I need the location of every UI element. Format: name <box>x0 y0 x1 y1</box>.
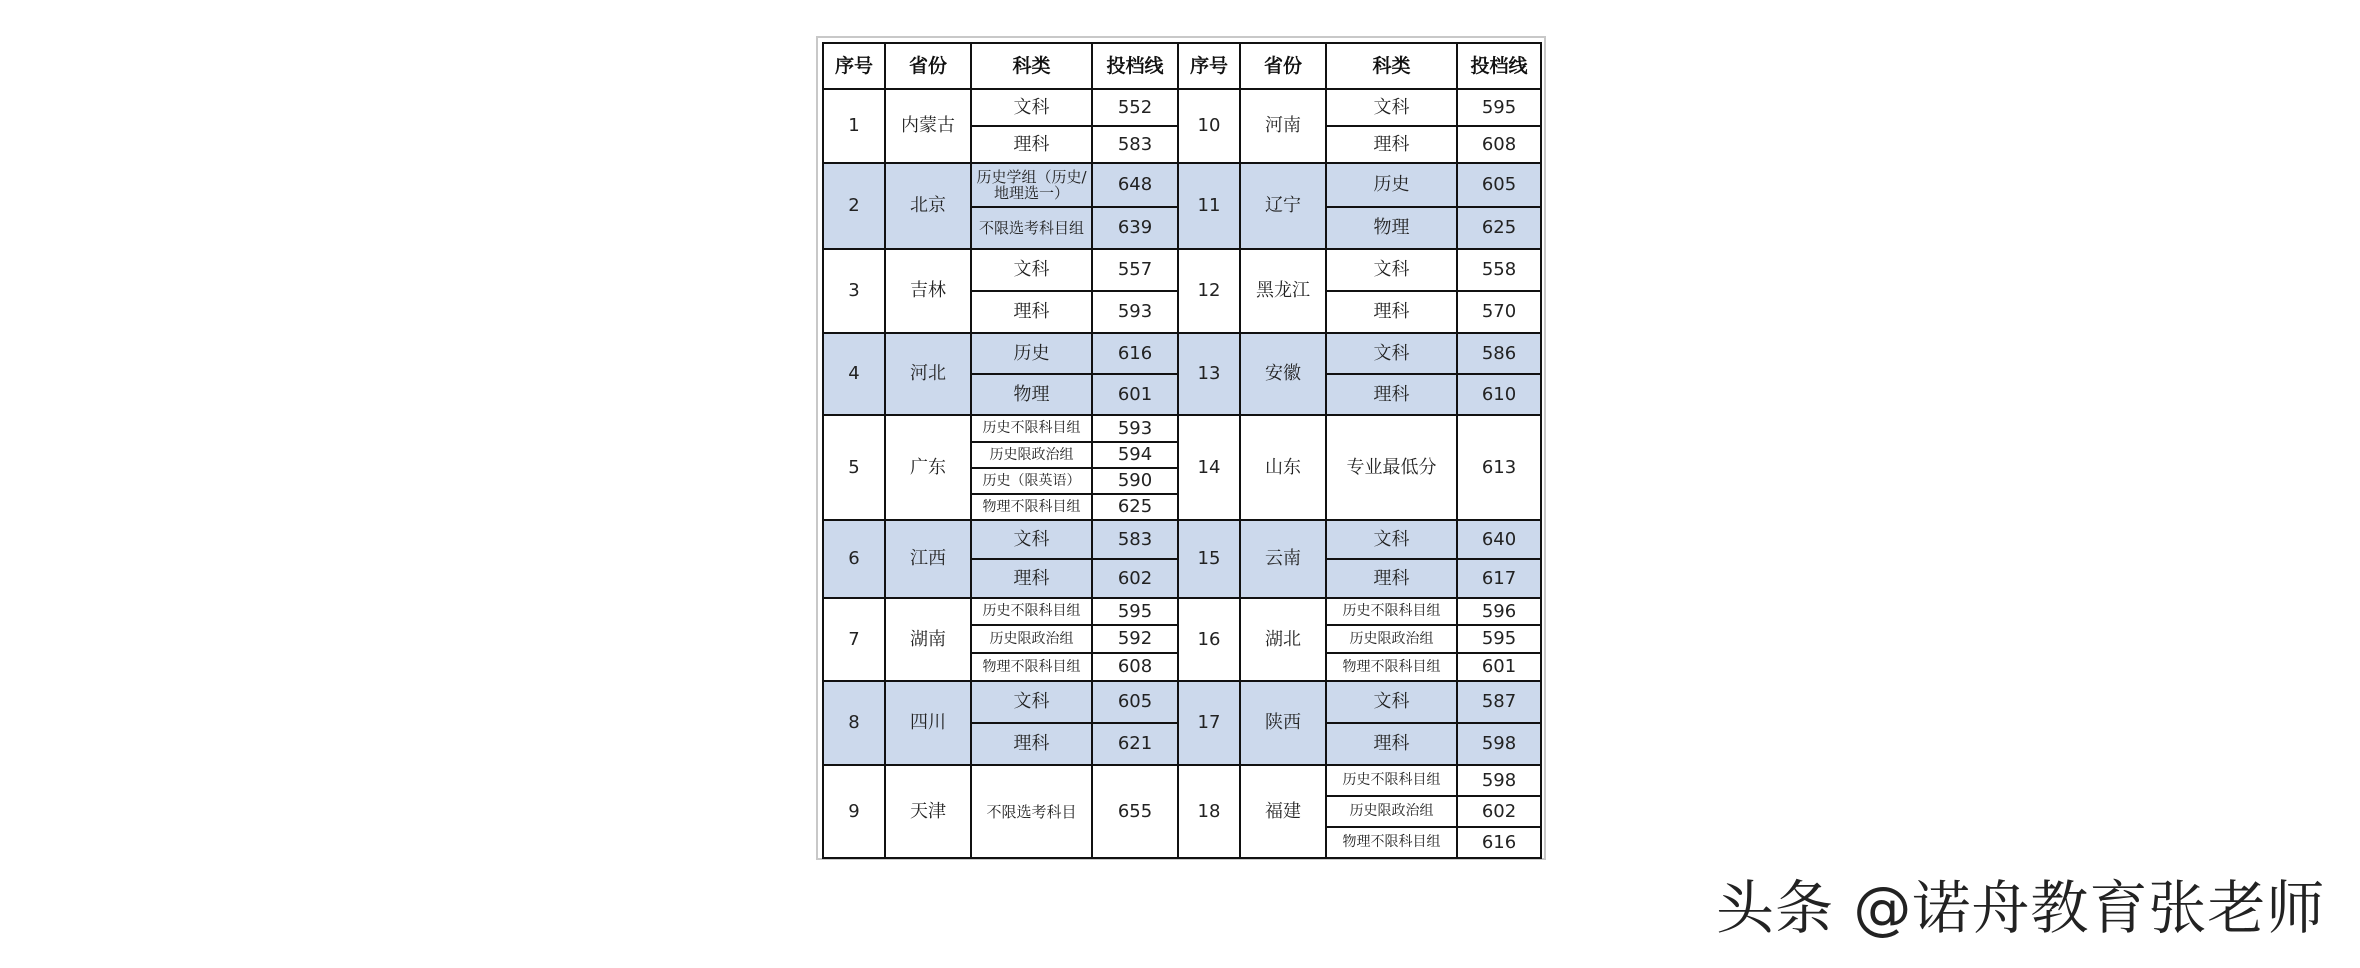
row-category: 物理 <box>971 374 1092 415</box>
row-no: 18 <box>1178 765 1240 858</box>
table-row <box>823 415 1541 442</box>
header-score: 投档线 <box>1092 43 1178 89</box>
row-province: 湖北 <box>1240 598 1326 681</box>
header-score: 投档线 <box>1457 43 1541 89</box>
row-category: 文科 <box>1326 333 1457 374</box>
header-category: 科类 <box>971 43 1092 89</box>
watermark-text: 头条 @诺舟教育张老师 <box>1716 874 2326 942</box>
row-province: 吉林 <box>885 249 971 333</box>
row-no: 9 <box>823 765 885 858</box>
row-category: 历史不限科目组 <box>1326 598 1457 625</box>
row-score: 608 <box>1457 126 1541 163</box>
row-no: 2 <box>823 163 885 249</box>
row-score: 558 <box>1457 249 1541 291</box>
row-category: 历史限政治组 <box>971 442 1092 468</box>
row-province: 陕西 <box>1240 681 1326 765</box>
row-province: 四川 <box>885 681 971 765</box>
row-score: 583 <box>1092 126 1178 163</box>
row-no: 16 <box>1178 598 1240 681</box>
row-category: 物理不限科目组 <box>1326 827 1457 858</box>
header-no: 序号 <box>1178 43 1240 89</box>
row-category: 物理不限科目组 <box>971 653 1092 681</box>
row-score: 605 <box>1457 163 1541 207</box>
row-score: 583 <box>1092 520 1178 559</box>
document-frame <box>816 36 1546 860</box>
row-province: 天津 <box>885 765 971 858</box>
row-score: 655 <box>1092 765 1178 858</box>
row-category: 文科 <box>971 89 1092 126</box>
row-score: 552 <box>1092 89 1178 126</box>
row-category: 物理 <box>1326 207 1457 249</box>
row-no: 17 <box>1178 681 1240 765</box>
row-category: 历史（限英语） <box>971 468 1092 494</box>
row-score: 594 <box>1092 442 1178 468</box>
row-category: 文科 <box>1326 89 1457 126</box>
row-province: 广东 <box>885 415 971 520</box>
row-category: 理科 <box>1326 126 1457 163</box>
row-province: 云南 <box>1240 520 1326 598</box>
row-province: 内蒙古 <box>885 89 971 163</box>
row-no: 12 <box>1178 249 1240 333</box>
row-score: 592 <box>1092 625 1178 653</box>
row-category: 物理不限科目组 <box>971 494 1092 520</box>
row-score: 587 <box>1457 681 1541 723</box>
row-category: 文科 <box>1326 249 1457 291</box>
row-score: 613 <box>1457 415 1541 520</box>
row-category: 理科 <box>971 559 1092 598</box>
row-score: 608 <box>1092 653 1178 681</box>
table-row <box>823 89 1541 126</box>
row-category: 历史学组（历史/地理选一） <box>971 163 1092 207</box>
row-category: 历史 <box>971 333 1092 374</box>
row-category: 历史限政治组 <box>1326 625 1457 653</box>
row-score: 601 <box>1457 653 1541 681</box>
row-category: 历史不限科目组 <box>1326 765 1457 796</box>
row-category: 文科 <box>1326 681 1457 723</box>
row-province: 北京 <box>885 163 971 249</box>
row-score: 593 <box>1092 291 1178 333</box>
row-score: 586 <box>1457 333 1541 374</box>
table-row <box>823 333 1541 374</box>
row-score: 590 <box>1092 468 1178 494</box>
row-province: 安徽 <box>1240 333 1326 415</box>
row-score: 598 <box>1457 765 1541 796</box>
row-score: 605 <box>1092 681 1178 723</box>
row-no: 10 <box>1178 89 1240 163</box>
row-category: 理科 <box>1326 559 1457 598</box>
row-score: 570 <box>1457 291 1541 333</box>
row-province: 河南 <box>1240 89 1326 163</box>
row-category: 历史限政治组 <box>1326 796 1457 827</box>
row-category: 文科 <box>971 249 1092 291</box>
row-score: 595 <box>1092 598 1178 625</box>
row-no: 14 <box>1178 415 1240 520</box>
row-province: 福建 <box>1240 765 1326 858</box>
row-no: 6 <box>823 520 885 598</box>
row-category: 历史 <box>1326 163 1457 207</box>
row-no: 5 <box>823 415 885 520</box>
row-province: 湖南 <box>885 598 971 681</box>
row-category: 理科 <box>1326 291 1457 333</box>
row-no: 7 <box>823 598 885 681</box>
table-row <box>823 681 1541 723</box>
table-row <box>823 765 1541 796</box>
row-category: 文科 <box>1326 520 1457 559</box>
row-province: 河北 <box>885 333 971 415</box>
row-score: 596 <box>1457 598 1541 625</box>
row-score: 602 <box>1092 559 1178 598</box>
row-no: 3 <box>823 249 885 333</box>
row-score: 557 <box>1092 249 1178 291</box>
row-score: 625 <box>1092 494 1178 520</box>
header-category: 科类 <box>1326 43 1457 89</box>
row-category: 文科 <box>971 520 1092 559</box>
table-row <box>823 163 1541 207</box>
row-category: 理科 <box>971 291 1092 333</box>
row-score: 648 <box>1092 163 1178 207</box>
table-row <box>823 249 1541 291</box>
row-score: 621 <box>1092 723 1178 765</box>
row-category: 理科 <box>1326 723 1457 765</box>
row-category: 不限选考科目 <box>971 765 1092 858</box>
row-category: 历史不限科目组 <box>971 415 1092 442</box>
row-category: 理科 <box>971 126 1092 163</box>
row-score: 617 <box>1457 559 1541 598</box>
row-province: 辽宁 <box>1240 163 1326 249</box>
row-category: 物理不限科目组 <box>1326 653 1457 681</box>
row-province: 山东 <box>1240 415 1326 520</box>
row-score: 616 <box>1092 333 1178 374</box>
row-score: 640 <box>1457 520 1541 559</box>
row-score: 610 <box>1457 374 1541 415</box>
row-no: 13 <box>1178 333 1240 415</box>
table-row <box>823 520 1541 559</box>
admission-score-table <box>822 42 1542 859</box>
row-score: 625 <box>1457 207 1541 249</box>
row-score: 595 <box>1457 625 1541 653</box>
row-category: 不限选考科目组 <box>971 207 1092 249</box>
row-no: 4 <box>823 333 885 415</box>
row-province: 江西 <box>885 520 971 598</box>
row-score: 598 <box>1457 723 1541 765</box>
row-category: 历史不限科目组 <box>971 598 1092 625</box>
row-no: 8 <box>823 681 885 765</box>
table-row <box>823 598 1541 625</box>
row-score: 601 <box>1092 374 1178 415</box>
row-category: 历史限政治组 <box>971 625 1092 653</box>
row-score: 602 <box>1457 796 1541 827</box>
row-no: 11 <box>1178 163 1240 249</box>
row-province: 黑龙江 <box>1240 249 1326 333</box>
row-category: 理科 <box>971 723 1092 765</box>
row-no: 15 <box>1178 520 1240 598</box>
row-score: 595 <box>1457 89 1541 126</box>
header-row <box>823 43 1541 89</box>
row-category: 文科 <box>971 681 1092 723</box>
row-category: 理科 <box>1326 374 1457 415</box>
row-category: 专业最低分 <box>1326 415 1457 520</box>
header-province: 省份 <box>1240 43 1326 89</box>
header-no: 序号 <box>823 43 885 89</box>
row-score: 593 <box>1092 415 1178 442</box>
row-score: 639 <box>1092 207 1178 249</box>
header-province: 省份 <box>885 43 971 89</box>
row-score: 616 <box>1457 827 1541 858</box>
row-no: 1 <box>823 89 885 163</box>
